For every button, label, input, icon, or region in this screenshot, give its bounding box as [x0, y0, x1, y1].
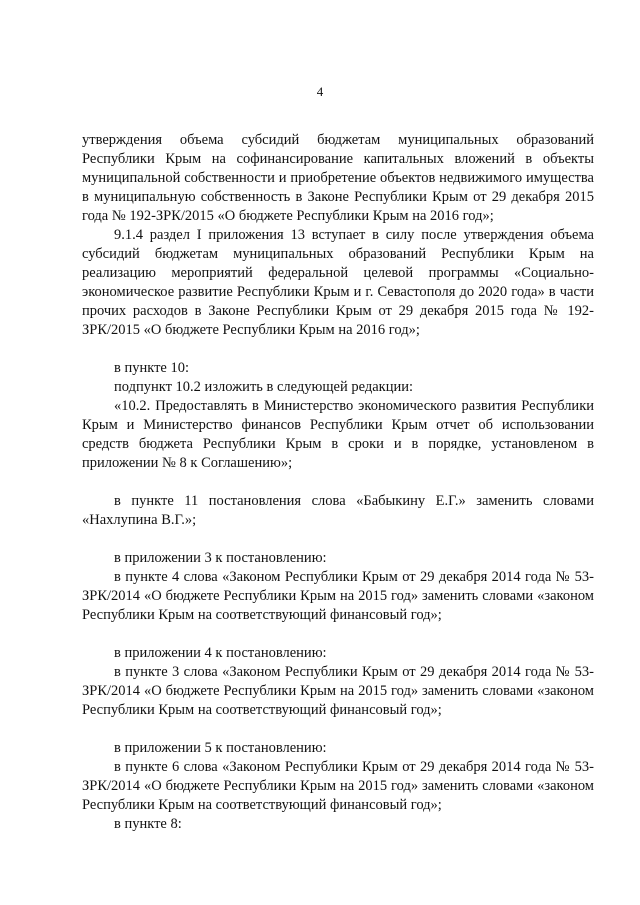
paragraph-subpoint-10-2: подпункт 10.2 изложить в следующей редакции: [114, 379, 414, 395]
paragraph-appendix-5-point-6: в пункте 6 слова «Законом Республики Крым от 29 декабря 2014 года № 53-ЗРК/2014 «О бюджете Республики Крым на 2015 год» заменить словами «законом Республики Крым на соответствующий финансовый год»; [82, 759, 594, 813]
paragraph-appendix-3: в приложении 3 к постановлению: [114, 550, 327, 566]
paragraph-appendix-5: в приложении 5 к постановлению: [114, 740, 327, 756]
paragraph-budget-subsidies-continued: утверждения объема субсидий бюджетам муниципальных образований Республики Крым на софинансирование капитальных вложений в объекты муниципальной собственности и приобретение объектов недвижимого имущества в муниципальную собственность в Законе Республики Крым от 29 декабря 2015 года № 192-ЗРК/2015 «О бюджете Республики Крым на 2016 год»; [82, 132, 594, 224]
paragraph-point-8: в пункте 8: [114, 816, 182, 832]
paragraph-9-1-4: 9.1.4 раздел I приложения 13 вступает в силу после утверждения объема субсидий бюджетам муниципальных образований Республики Крым на реализацию мероприятий федеральной целевой программы «Социально-экономическое развитие Республики Крым и г. Севастополя до 2020 года» в части прочих расходов в Законе Республики Крым от 29 декабря 2015 года № 192-ЗРК/2015 «О бюджете Республики Крым на 2016 год»; [82, 227, 594, 338]
paragraph-appendix-4: в приложении 4 к постановлению: [114, 645, 327, 661]
document-body [82, 131, 594, 834]
paragraph-point-11: в пункте 11 постановления слова «Бабыкину Е.Г.» заменить словами «Нахлупина В.Г.»; [82, 493, 594, 528]
paragraph-appendix-4-point-3: в пункте 3 слова «Законом Республики Крым от 29 декабря 2014 года № 53-ЗРК/2014 «О бюджете Республики Крым на 2015 год» заменить словами «законом Республики Крым на соответствующий финансовый год»; [82, 664, 594, 718]
paragraph-10-2-text: «10.2. Предоставлять в Министерство экономического развития Республики Крым и Министерство финансов Республики Крым отчет об использовании средств бюджета Республики Крым в сроки и в порядке, установленом в приложении № 8 к Соглашению»; [82, 398, 594, 471]
paragraph-point-10: в пункте 10: [114, 360, 190, 376]
page-number: 4 [316, 84, 324, 99]
paragraph-appendix-3-point-4: в пункте 4 слова «Законом Республики Крым от 29 декабря 2014 года № 53-ЗРК/2014 «О бюджете Республики Крым на 2015 год» заменить словами «законом Республики Крым на соответствующий финансовый год»; [82, 569, 594, 623]
